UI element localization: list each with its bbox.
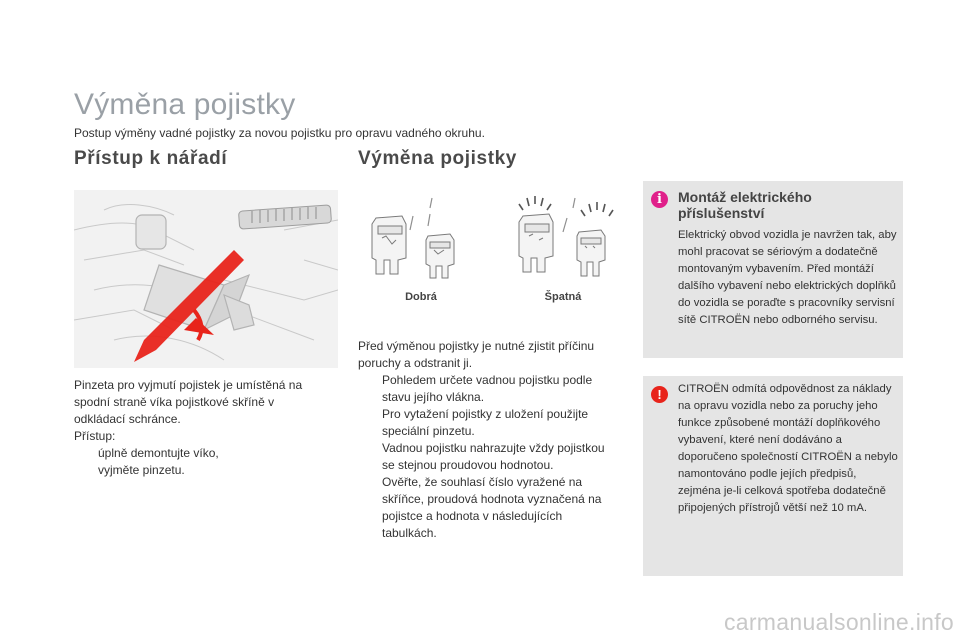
section-heading-tool-access: Přístup k nářadí bbox=[74, 148, 228, 169]
good-fuse-illustration bbox=[358, 196, 468, 286]
list-item bbox=[74, 445, 314, 462]
list-item bbox=[358, 372, 620, 406]
list-item-text: vyjměte pinzetu. bbox=[98, 463, 185, 477]
page-subtitle: Postup výměny vadné pojistky za novou pojistku pro opravu vadného okruhu. bbox=[74, 126, 485, 140]
list-item bbox=[358, 406, 620, 440]
list-item-text: Pro vytažení pojistky z uložení použijte speciální pinzetu. bbox=[382, 407, 589, 438]
list-item bbox=[74, 462, 314, 479]
list-item bbox=[358, 440, 620, 474]
warning-panel-liability bbox=[643, 376, 903, 576]
bad-fuse-label: Špatná bbox=[544, 291, 582, 303]
bad-fuse-illustration bbox=[505, 190, 620, 286]
section-heading-fuse-replacement: Výměna pojistky bbox=[358, 148, 517, 169]
warning-panel-text: CITROËN odmítá odpovědnost za náklady na opravu vozidla nebo za poruchy jeho funkce způsobené montáží doplňkového vybavení, které není dodáváno a doporučeno společností CITROËN a nebylo namontováno podle jejích předpisů, zejména je-li celková spotřeba dodatečně připojených přístrojů větší než 10 mA. bbox=[678, 383, 898, 514]
page-title: Výměna pojistky bbox=[74, 88, 296, 121]
tool-access-text bbox=[74, 377, 314, 479]
fuse-replacement-text bbox=[358, 338, 620, 542]
info-panel-accessories bbox=[643, 181, 903, 358]
watermark: carmanualsonline.info bbox=[723, 609, 954, 635]
list-item-text: Pohledem určete vadnou pojistku podle stavu jejího vlákna. bbox=[382, 373, 593, 404]
fuse-intro-paragraph: Před výměnou pojistky je nutné zjistit příčinu poruchy a odstranit ji. bbox=[358, 339, 595, 370]
list-item bbox=[358, 474, 620, 542]
access-label: Přístup: bbox=[74, 429, 116, 443]
fuse-tweezers-illustration bbox=[74, 190, 338, 368]
info-panel-text: Elektrický obvod vozidla je navržen tak, aby mohl pracovat se sériovým a dodatečně montovaným vybavením. Před montáží dalšího vybavení nebo elektrických doplňků do vozidla se poraďte s pracovníky servisní sítě CITROËN nebo odborného servisu. bbox=[678, 229, 897, 326]
list-item-text: Ověřte, že souhlasí číslo vyražené na skříňce, proudová hodnota vyznačená na pojistce a hodnota v následujících tabulkách. bbox=[382, 475, 602, 540]
tool-location-paragraph: Pinzeta pro vyjmutí pojistek je umístěná na spodní straně víka pojistkové skříně v odkládací schránce. bbox=[74, 378, 303, 426]
list-item-text: Vadnou pojistku nahrazujte vždy pojistkou se stejnou proudovou hodnotou. bbox=[382, 441, 605, 472]
good-fuse-label: Dobrá bbox=[405, 291, 437, 303]
warning-icon: ! bbox=[651, 386, 668, 403]
info-panel-heading: Montáž elektrického příslušenství bbox=[678, 189, 812, 221]
info-icon: i bbox=[651, 191, 668, 208]
list-item-text: úplně demontujte víko, bbox=[98, 446, 219, 460]
